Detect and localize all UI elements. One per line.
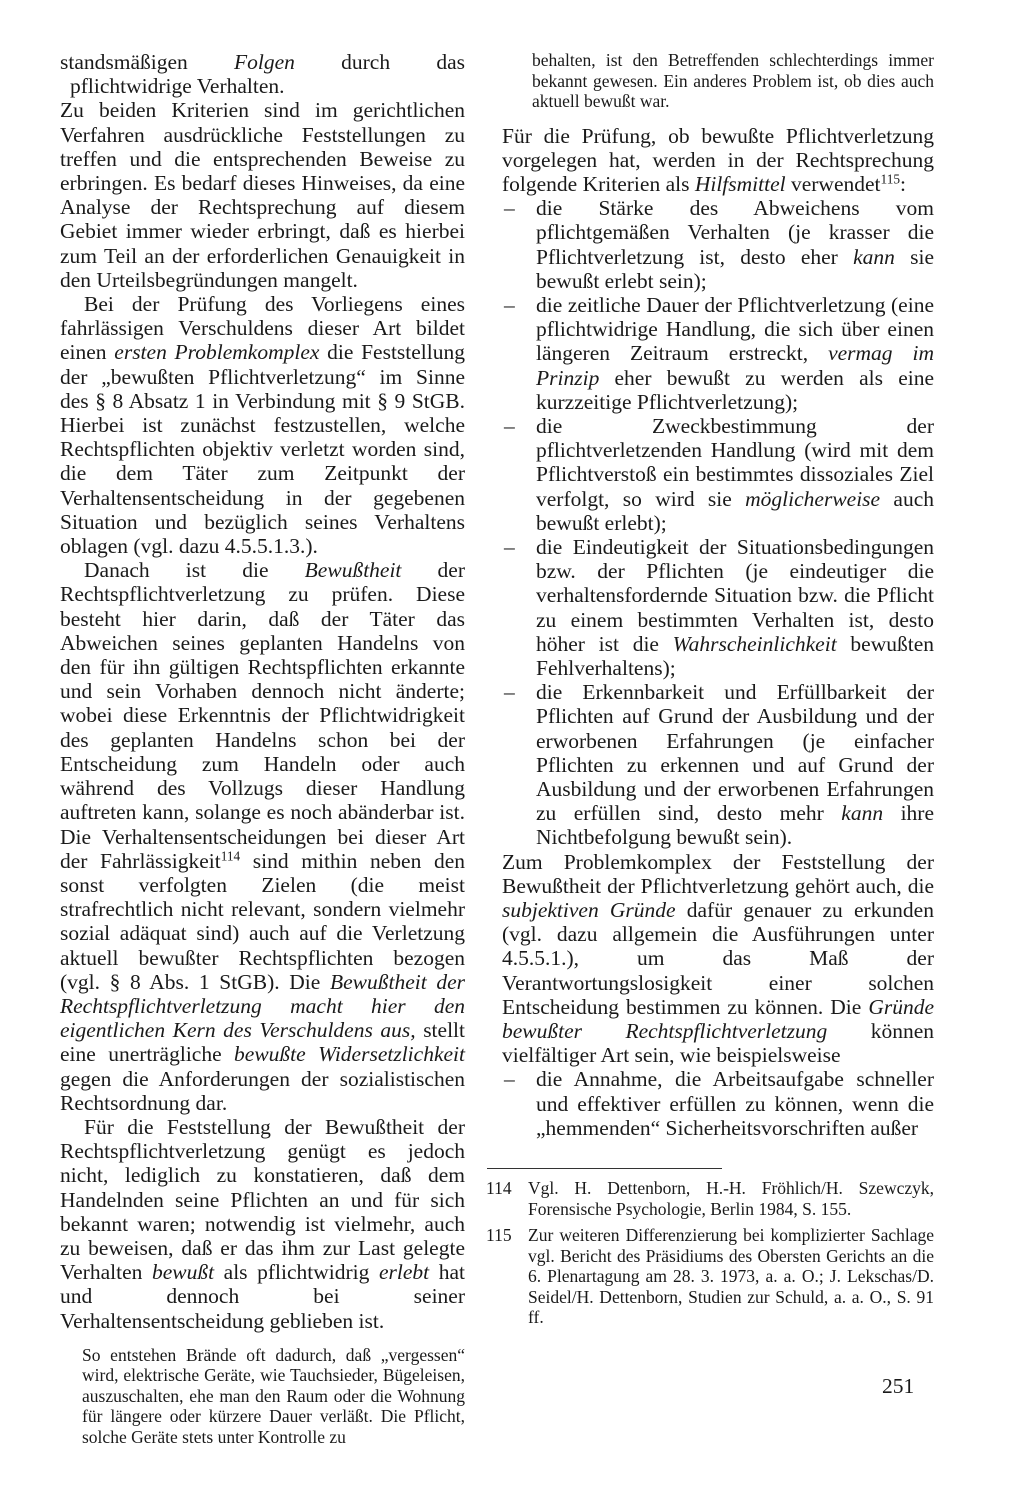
emphasis: möglicherweise (745, 486, 881, 511)
list-item: – die Erkennbarkeit und Erfüllbarkeit der Pflichten auf Grund der Ausbildung und der erworbenen Erfahrungen (je einfacher Pflichten zu erkennen und auf Grund der Ausbildung und der erworbenen Erfahrungen zu erfüllen sind, desto mehr kann ihre Nichtbefolgung bewußt sein). (504, 680, 934, 850)
dash-bullet: – (504, 1067, 515, 1092)
emphasis: ersten Problemkomplex (114, 340, 320, 365)
paragraph-subjektive-gruende: Zum Problemkomplex der Feststellung der Bewußtheit der Pflichtverletzung gehört auch, die subjektiven Gründe dafür genauer zu erkunden (vgl. dazu allgemein die Ausführungen unter 4.5.5.1.), um das Maß der Verantwortungslosigkeit einer solchen Entscheidung bestimmen zu können. Die Gründe bewußter Rechtspflichtverletzung können vielfältiger Art sein, wie beispielsweise (502, 849, 934, 1068)
dash-bullet: – (504, 534, 515, 559)
emphasis: bewußte Widersetzlichkeit (234, 1042, 465, 1067)
list-item: – die zeitliche Dauer der Pflichtverletzung (eine pflichtwidrige Handlung, die sich über einen längeren Zeitraum erstreckt, vermag im Prinzip eher bewußt zu werden als eine kurzzeitige Pflichtverletzung); (504, 292, 934, 414)
example-text-continued: behalten, ist den Betreffenden schlechterdings immer bekannt gewesen. Ein anderes Problem ist, ob dies auch aktuell bewußt war. (532, 50, 934, 111)
emphasis: Wahrscheinlichkeit (672, 631, 837, 656)
emphasis: Folgen (234, 50, 295, 74)
footnote-divider (487, 1168, 722, 1169)
paragraph-bewusstheit: Danach ist die Bewußtheit der Rechtspflichtverletzung zu prüfen. Diese besteht hier darin, daß der Täter das Abweichen seines geplanten Handelns von den für ihn gültigen Rechtspflichten erkannte und sein Vorhaben dennoch nicht änderte; wobei diese Erkenntnis der Pflichtwidrigkeit des geplanten Handelns schon bei der Entscheidung zum Handeln oder auch während des Vollzugs dieser Handlung auftreten kann, solange es noch abänderbar ist. Die Verhaltensentscheidungen bei dieser Art der Fahrlässigkeit$^{114}$ sind mithin neben den sonst verfolgten Zielen (die meist strafrechtlich nicht relevant, sondern vielmehr sozial adäquat sind) auch auf die Verletzung aktuell bewußter Rechtspflichten bezogen (vgl. § 8 Abs. 1 StGB). Die Bewußtheit der Rechtspflichtverletzung macht hier den eigentlichen Kern des Verschuldens aus, stellt eine unerträgliche bewußte Widersetzlichkeit gegen die Anforderungen der sozialistischen Rechtsordnung dar. (60, 558, 465, 1115)
left-column (60, 50, 465, 1447)
emphasis: kann (841, 801, 884, 826)
paragraph-hilfsmittel: Für die Prüfung, ob bewußte Pflichtverletzung vorgelegen hat, werden in der Rechtsprechung folgende Kriterien als Hilfsmittel verwendet$^{115}$: (502, 123, 934, 196)
paragraph-first-problem: Bei der Prüfung des Vorliegens eines fahrlässigen Verschuldens dieser Art bildet einen ersten Problemkomplex die Feststellung der „bewußten Pflichtverletzung“ im Sinne des § 8 Absatz 1 in Verbindung mit § 9 StGB. Hierbei ist zunächst festzustellen, welche Rechtspflichten objektiv verletzt worden sind, die dem Täter zum Zeitpunkt der Verhaltensentscheidung in der gegebenen Situation und bezüglich seines Verhaltens oblagen (vgl. dazu 4.5.5.1.3.). (60, 292, 466, 559)
criteria-list (502, 196, 934, 849)
footnote-number: 115 (486, 1225, 512, 1245)
emphasis: subjektiven Gründe (502, 898, 676, 922)
dash-bullet: – (504, 196, 515, 221)
dash-bullet: – (504, 413, 515, 438)
emphasis: bewußt (151, 1260, 215, 1285)
list-item: – die Annahme, die Arbeitsaufgabe schneller und effektiver erfüllen zu können, wenn die „hemmenden“ Sicherheitsvorschriften außer (504, 1067, 934, 1140)
footnote-ref-114[interactable]: 114 (220, 848, 241, 864)
list-item: – die Eindeutigkeit der Situationsbedingungen bzw. der Pflichten (je eindeutiger die verhaltensfordernde Situation bzw. die Pflicht zu einem bestimmten Verhalten ist, desto höher ist die Wahrscheinlichkeit bewußten Fehlverhaltens); (504, 534, 934, 680)
emphasis: Bewußtheit der Rechtspflichtverletzung macht hier den eigentlichen Kern des Verschuldens aus, (60, 969, 465, 1043)
right-column (502, 50, 934, 1140)
page-number: 251 (882, 1374, 915, 1398)
emphasis: Hilfsmittel (694, 171, 786, 196)
footnote-text: Vgl. H. Dettenborn, H.-H. Fröhlich/H. Szewczyk, Forensische Psychologie, Berlin 1984, S. 155. (528, 1178, 934, 1219)
footnote-ref-115[interactable]: 115 (880, 171, 901, 187)
paragraph-continuation: standsmäßigen Folgen durch das pflichtwidrige Verhalten. (60, 50, 465, 99)
example-text: So entstehen Brände oft dadurch, daß „vergessen“ wird, elektrische Geräte, wie Tauchsieder, Bügeleisen, auszuschalten, ehe man den Raum oder die Wohnung für längere oder kürzere Dauer verläßt. Die Pflicht, solche Geräte stets unter Kontrolle zu (82, 1344, 465, 1447)
list-item: – die Zweckbestimmung der pflichtverletzenden Handlung (wird mit dem Pflichtverstoß ein bestimmtes dissoziales Ziel verfolgt, so wird sie möglicherweise auch bewußt erlebt); (504, 413, 935, 535)
emphasis: Bewußtheit (304, 558, 402, 583)
dash-bullet: – (504, 680, 515, 705)
emphasis: kann (853, 244, 895, 269)
dash-bullet: – (504, 292, 515, 317)
reasons-list (502, 1067, 934, 1140)
footnote-114 (486, 1178, 934, 1219)
footnote-number: 114 (486, 1178, 512, 1198)
paragraph-criteria: Zu beiden Kriterien sind im gerichtlichen Verfahren ausdrückliche Feststellungen zu treffen und die entsprechenden Beweise zu erbringen. Es bedarf dieses Hinweises, da eine Analyse der Rechtsprechung auf diesem Gebiet immer wieder erbringt, daß es hierbei zum Teil an der erforderlichen Genauigkeit in den Urteilsbegründungen mangelt. (60, 98, 465, 292)
list-item: – die Stärke des Abweichens vom pflichtgemäßen Verhalten (je krasser die Pflichtverletzung ist, desto eher kann sie bewußt erlebt sein); (504, 196, 934, 293)
footnotes (486, 1178, 934, 1334)
emphasis: Gründe bewußter Rechtspflichtverletzung (502, 994, 934, 1044)
footnote-115 (486, 1225, 934, 1328)
emphasis: erlebt (378, 1260, 430, 1285)
paragraph-feststellung: Für die Feststellung der Bewußtheit der Rechtspflichtverletzung genügt es jedoch nicht, lediglich zu konstatieren, daß dem Handelnden seine Pflichten an und für sich bekannt waren; notwendig ist vielmehr, auch zu beweisen, daß er das ihm zur Last gelegte Verhalten bewußt als pflichtwidrig erlebt hat und dennoch bei seiner Verhaltensentscheidung geblieben ist. (60, 1114, 465, 1333)
emphasis: vermag im Prinzip (536, 341, 934, 390)
footnote-text: Zur weiteren Differenzierung bei komplizierter Sachlage vgl. Bericht des Präsidiums des Obersten Gerichts an die 6. Plenartagung am 28. 3. 1973, a. a. O.; J. Lekschas/D. Seidel/H. Dettenborn, Studien zur Schuld, a. a. O., S. 91 ff. (528, 1225, 934, 1327)
